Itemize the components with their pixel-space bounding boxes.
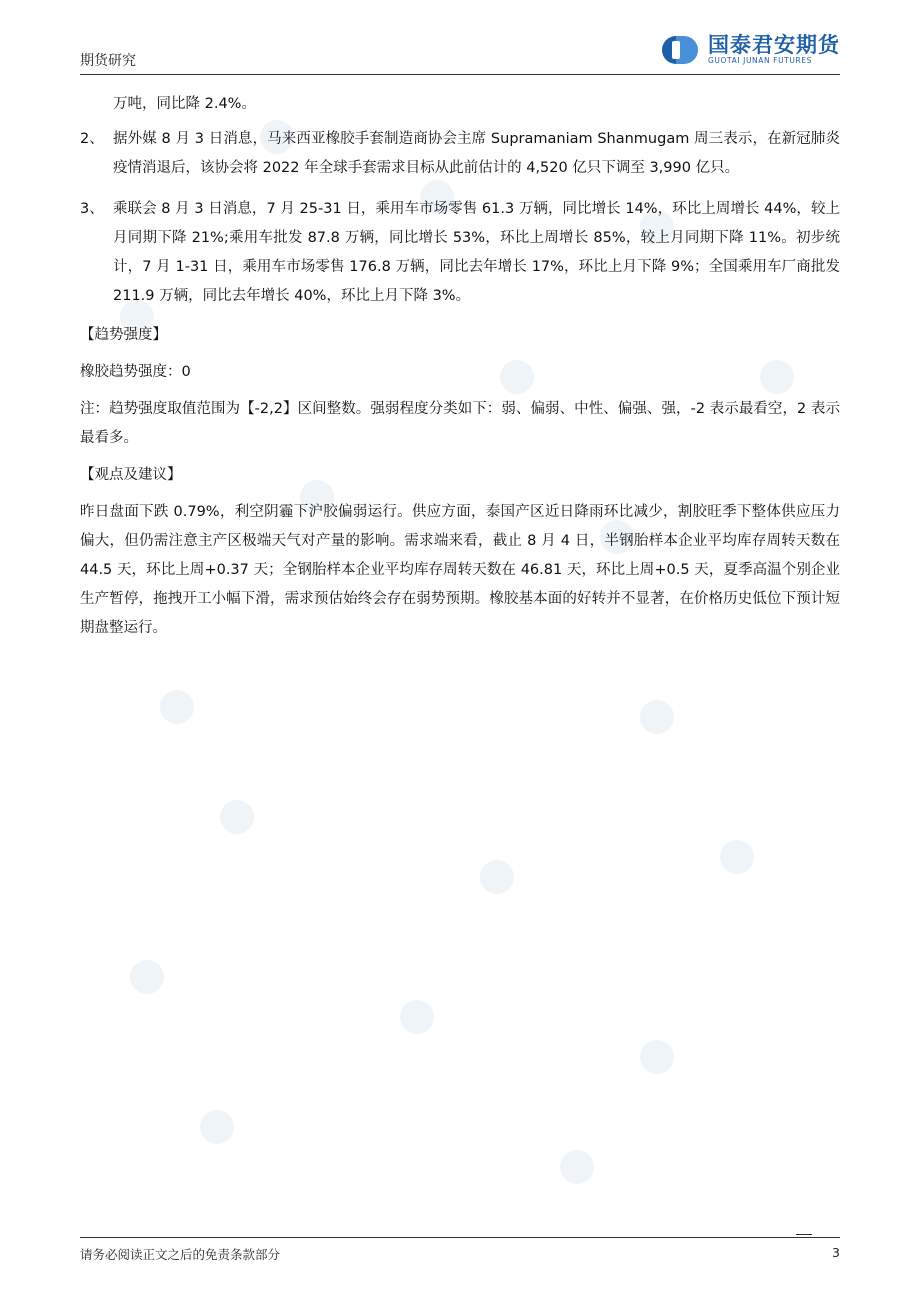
brand-mark-icon: [662, 35, 702, 65]
watermark-logo-icon: [396, 996, 439, 1039]
header-divider: [80, 74, 840, 75]
list-item-number: 3、: [80, 201, 104, 217]
watermark-logo-icon: [196, 1106, 239, 1149]
list-item: [80, 195, 840, 311]
continued-line: 万吨，同比降 2.4%。: [113, 96, 256, 112]
disclaimer-text: 请务必阅读正文之后的免责条款部分: [80, 1247, 281, 1262]
trend-note: 注：趋势强度取值范围为【-2,2】区间整数。强弱程度分类如下：弱、偏弱、中性、偏强、强，-2 表示最看空，2 表示最看多。: [80, 401, 840, 446]
watermark-logo-icon: [636, 1036, 679, 1079]
watermark-logo-icon: [476, 856, 519, 899]
list-item-text: 据外媒 8 月 3 日消息，马来西亚橡胶手套制造商协会主席 Supramaniam Shanmugam 周三表示，在新冠肺炎疫情消退后，该协会将 2022 年全球手套需求目标从此前估计的 4,520 亿只下调至 3,990 亿只。: [113, 131, 840, 176]
trend-value: 橡胶趋势强度：0: [80, 364, 191, 380]
brand-logo: [662, 34, 840, 66]
view-text: 昨日盘面下跌 0.79%，利空阴霾下沪胶偏弱运行。供应方面，泰国产区近日降雨环比减少，割胶旺季下整体供应压力偏大，但仍需注意主产区极端天气对产量的影响。需求端来看，截止 8 月 4 日，半钢胎样本企业平均库存周转天数在 44.5 天，环比上周+0.37 天；全钢胎样本企业平均库存周转天数在 46.81 天，环比上周+0.5 天，夏季高温个别企业生产暂停，拖拽开工小幅下滑，需求预估始终会存在弱势预期。橡胶基本面的好转并不显著，在价格历史低位下预计短期盘整运行。: [80, 504, 840, 636]
trend-heading: 【趋势强度】: [80, 327, 167, 343]
view-heading: 【观点及建议】: [80, 467, 182, 483]
list-item-text: 乘联会 8 月 3 日消息，7 月 25-31 日，乘用车市场零售 61.3 万辆，同比增长 14%，环比上周增长 44%，较上月同期下降 21%;乘用车批发 87.8 万辆，同比增长 53%，环比上周增长 85%，较上月同期下降 11%。初步统计，7 月 1-31 日，乘用车市场零售 176.8 万辆，同比去年增长 17%，环比上月下降 9%；全国乘用车厂商批发 211.9 万辆，同比去年增长 40%，环比上月下降 3%。: [113, 201, 840, 304]
footer-mark: [796, 1234, 812, 1235]
page-number: 3: [832, 1245, 840, 1260]
list-item-number: 2、: [80, 131, 104, 147]
watermark-logo-icon: [126, 956, 169, 999]
watermark-logo-icon: [716, 836, 759, 879]
watermark-logo-icon: [556, 1146, 599, 1189]
watermark-logo-icon: [636, 696, 679, 739]
brand-name: 国泰君安期货: [708, 33, 840, 57]
watermark-logo-icon: [156, 686, 199, 729]
list-item: [80, 125, 840, 183]
footer-divider: [80, 1237, 840, 1238]
section-label: 期货研究: [80, 53, 136, 69]
article-body: [80, 90, 840, 643]
page-header: [80, 34, 840, 76]
brand-name-en: GUOTAI JUNAN FUTURES: [708, 56, 812, 65]
watermark-logo-icon: [216, 796, 259, 839]
